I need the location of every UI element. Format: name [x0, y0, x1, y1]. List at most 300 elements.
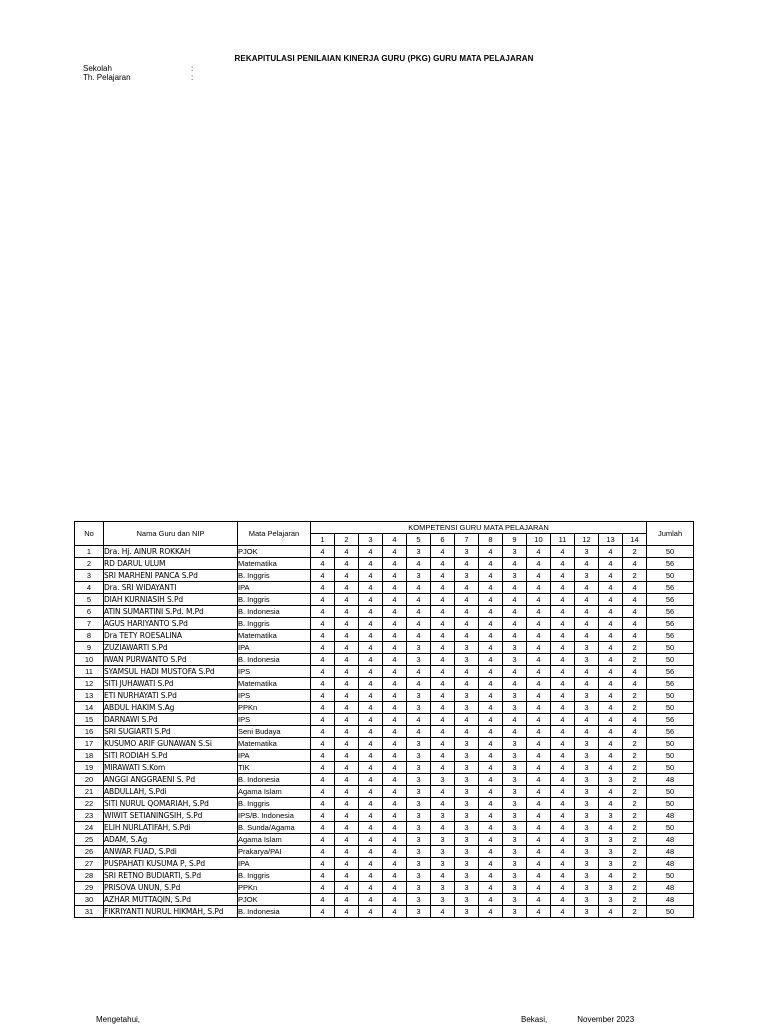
cell-nama: SITI RODIAH S.Pd — [104, 750, 238, 762]
cell-score: 3 — [503, 798, 527, 810]
cell-score: 4 — [599, 738, 623, 750]
cell-score: 2 — [623, 570, 647, 582]
cell-score: 3 — [599, 858, 623, 870]
cell-no: 16 — [75, 726, 104, 738]
cell-score: 4 — [599, 762, 623, 774]
cell-mapel: Matematika — [238, 630, 311, 642]
cell-no: 4 — [75, 582, 104, 594]
cell-score: 3 — [455, 798, 479, 810]
cell-score: 4 — [575, 558, 599, 570]
cell-score: 4 — [431, 582, 455, 594]
cell-score: 4 — [551, 558, 575, 570]
cell-score: 4 — [527, 774, 551, 786]
cell-score: 4 — [359, 858, 383, 870]
cell-score: 4 — [599, 630, 623, 642]
cell-score: 4 — [479, 618, 503, 630]
cell-score: 2 — [623, 690, 647, 702]
cell-score: 3 — [431, 894, 455, 906]
cell-score: 4 — [551, 594, 575, 606]
cell-score: 4 — [407, 558, 431, 570]
cell-score: 4 — [455, 582, 479, 594]
cell-score: 3 — [503, 786, 527, 798]
cell-no: 25 — [75, 834, 104, 846]
cell-score: 3 — [455, 702, 479, 714]
cell-score: 3 — [503, 738, 527, 750]
cell-jumlah: 50 — [647, 546, 694, 558]
cell-score: 4 — [359, 666, 383, 678]
table-row — [75, 714, 694, 726]
cell-score: 4 — [407, 582, 431, 594]
cell-no: 6 — [75, 606, 104, 618]
cell-score: 4 — [575, 582, 599, 594]
header-kompetensi: KOMPETENSI GURU MATA PELAJARAN — [311, 522, 647, 534]
cell-score: 4 — [383, 906, 407, 918]
cell-nama: ANWAR FUAD, S.Pdi — [104, 846, 238, 858]
cell-no: 1 — [75, 546, 104, 558]
cell-mapel: Matematika — [238, 738, 311, 750]
cell-jumlah: 50 — [647, 690, 694, 702]
cell-score: 4 — [527, 810, 551, 822]
cell-score: 4 — [431, 654, 455, 666]
cell-score: 3 — [431, 858, 455, 870]
meta-sekolah — [83, 64, 193, 73]
cell-score: 4 — [335, 594, 359, 606]
cell-score: 4 — [479, 714, 503, 726]
cell-score: 3 — [407, 762, 431, 774]
header-kompetensi-number: 5 — [407, 534, 431, 546]
cell-mapel: PJOK — [238, 546, 311, 558]
cell-score: 4 — [359, 750, 383, 762]
cell-score: 3 — [575, 690, 599, 702]
cell-score: 4 — [311, 570, 335, 582]
cell-score: 4 — [311, 594, 335, 606]
cell-score: 4 — [599, 594, 623, 606]
cell-score: 3 — [431, 834, 455, 846]
cell-mapel: Agama Islam — [238, 786, 311, 798]
cell-score: 4 — [599, 714, 623, 726]
cell-score: 4 — [527, 738, 551, 750]
cell-mapel: B. Indonesia — [238, 774, 311, 786]
cell-nama: PRISOVA UNUN, S.Pd — [104, 882, 238, 894]
cell-mapel: IPS — [238, 666, 311, 678]
cell-jumlah: 56 — [647, 714, 694, 726]
cell-score: 3 — [575, 642, 599, 654]
cell-score: 4 — [335, 558, 359, 570]
cell-score: 4 — [335, 618, 359, 630]
cell-score: 2 — [623, 810, 647, 822]
cell-nama: ANGGI ANGGRAENI S. Pd — [104, 774, 238, 786]
cell-score: 4 — [359, 618, 383, 630]
cell-score: 4 — [407, 666, 431, 678]
cell-score: 4 — [431, 714, 455, 726]
cell-score: 4 — [311, 630, 335, 642]
footer-date: November 2023 — [577, 1015, 635, 1024]
cell-score: 4 — [311, 894, 335, 906]
cell-score: 2 — [623, 738, 647, 750]
cell-score: 4 — [599, 570, 623, 582]
cell-score: 4 — [551, 810, 575, 822]
cell-no: 26 — [75, 846, 104, 858]
cell-score: 4 — [311, 870, 335, 882]
cell-no: 15 — [75, 714, 104, 726]
cell-score: 4 — [527, 618, 551, 630]
cell-score: 4 — [551, 618, 575, 630]
meta-sekolah-sep: : — [191, 64, 194, 73]
cell-mapel: Matematika — [238, 678, 311, 690]
cell-score: 4 — [311, 546, 335, 558]
cell-score: 4 — [311, 678, 335, 690]
table-row — [75, 786, 694, 798]
cell-score: 4 — [383, 738, 407, 750]
cell-score: 3 — [503, 750, 527, 762]
cell-score: 4 — [455, 678, 479, 690]
cell-mapel: B. Indonesia — [238, 654, 311, 666]
cell-score: 4 — [623, 714, 647, 726]
cell-score: 4 — [479, 630, 503, 642]
cell-no: 28 — [75, 870, 104, 882]
cell-nama: ATIN SUMARTINI S.Pd. M.Pd — [104, 606, 238, 618]
cell-score: 4 — [551, 606, 575, 618]
cell-nama: ABDUL HAKIM S.Ag — [104, 702, 238, 714]
cell-score: 4 — [359, 714, 383, 726]
cell-score: 3 — [503, 690, 527, 702]
table-row — [75, 774, 694, 786]
cell-score: 4 — [431, 594, 455, 606]
cell-score: 4 — [383, 750, 407, 762]
cell-score: 2 — [623, 762, 647, 774]
cell-score: 4 — [551, 546, 575, 558]
header-jumlah: Jumlah — [647, 522, 694, 546]
cell-score: 4 — [479, 858, 503, 870]
cell-score: 4 — [527, 726, 551, 738]
cell-score: 4 — [479, 894, 503, 906]
cell-mapel: B. Inggris — [238, 798, 311, 810]
cell-score: 3 — [575, 750, 599, 762]
cell-score: 3 — [503, 654, 527, 666]
cell-score: 3 — [599, 774, 623, 786]
cell-score: 4 — [359, 630, 383, 642]
cell-score: 4 — [407, 678, 431, 690]
cell-score: 2 — [623, 546, 647, 558]
footer-city: Bekasi, — [521, 1015, 548, 1024]
cell-score: 4 — [623, 606, 647, 618]
cell-score: 4 — [431, 750, 455, 762]
cell-score: 4 — [599, 798, 623, 810]
table-row — [75, 762, 694, 774]
cell-score: 4 — [383, 846, 407, 858]
cell-score: 3 — [599, 834, 623, 846]
cell-score: 4 — [599, 558, 623, 570]
cell-score: 4 — [311, 654, 335, 666]
cell-score: 4 — [551, 894, 575, 906]
cell-score: 3 — [503, 810, 527, 822]
cell-score: 3 — [407, 738, 431, 750]
cell-score: 4 — [383, 690, 407, 702]
cell-score: 4 — [359, 558, 383, 570]
cell-score: 4 — [527, 630, 551, 642]
cell-no: 31 — [75, 906, 104, 918]
table-row — [75, 702, 694, 714]
cell-score: 4 — [527, 714, 551, 726]
cell-no: 21 — [75, 786, 104, 798]
cell-score: 4 — [335, 846, 359, 858]
cell-score: 4 — [359, 798, 383, 810]
cell-score: 4 — [359, 678, 383, 690]
cell-score: 3 — [455, 570, 479, 582]
cell-score: 4 — [335, 570, 359, 582]
cell-score: 4 — [335, 882, 359, 894]
cell-score: 4 — [575, 594, 599, 606]
cell-score: 4 — [551, 906, 575, 918]
cell-nama: AZHAR MUTTAQIN, S.Pd — [104, 894, 238, 906]
cell-score: 4 — [335, 750, 359, 762]
cell-score: 4 — [551, 774, 575, 786]
cell-score: 4 — [527, 846, 551, 858]
cell-score: 4 — [383, 786, 407, 798]
cell-score: 4 — [527, 582, 551, 594]
cell-score: 3 — [455, 822, 479, 834]
table-row — [75, 690, 694, 702]
cell-score: 3 — [503, 870, 527, 882]
header-kompetensi-number: 10 — [527, 534, 551, 546]
cell-score: 4 — [335, 678, 359, 690]
cell-score: 3 — [575, 786, 599, 798]
cell-score: 3 — [455, 546, 479, 558]
cell-mapel: IPS — [238, 714, 311, 726]
cell-score: 4 — [335, 894, 359, 906]
cell-score: 4 — [527, 606, 551, 618]
cell-no: 29 — [75, 882, 104, 894]
cell-jumlah: 48 — [647, 810, 694, 822]
cell-score: 4 — [623, 726, 647, 738]
cell-jumlah: 50 — [647, 798, 694, 810]
meta-tahun-label: Th. Pelajaran — [83, 73, 131, 82]
table-row — [75, 618, 694, 630]
cell-score: 2 — [623, 654, 647, 666]
cell-score: 4 — [479, 774, 503, 786]
cell-score: 3 — [575, 894, 599, 906]
cell-jumlah: 50 — [647, 822, 694, 834]
cell-score: 4 — [335, 738, 359, 750]
meta-tahun-sep: : — [191, 73, 194, 82]
cell-no: 19 — [75, 762, 104, 774]
cell-score: 4 — [383, 630, 407, 642]
cell-score: 4 — [359, 786, 383, 798]
header-kompetensi-number: 9 — [503, 534, 527, 546]
cell-score: 4 — [503, 618, 527, 630]
cell-score: 3 — [431, 846, 455, 858]
cell-score: 4 — [383, 618, 407, 630]
cell-score: 3 — [407, 798, 431, 810]
cell-score: 4 — [479, 690, 503, 702]
cell-no: 13 — [75, 690, 104, 702]
cell-nama: RD DARUL ULUM — [104, 558, 238, 570]
cell-score: 2 — [623, 822, 647, 834]
cell-score: 4 — [479, 594, 503, 606]
cell-score: 4 — [335, 654, 359, 666]
cell-score: 2 — [623, 834, 647, 846]
cell-mapel: IPA — [238, 642, 311, 654]
cell-score: 4 — [599, 726, 623, 738]
cell-mapel: IPA — [238, 858, 311, 870]
cell-score: 3 — [407, 870, 431, 882]
cell-score: 4 — [527, 678, 551, 690]
cell-score: 4 — [359, 882, 383, 894]
cell-score: 4 — [359, 774, 383, 786]
cell-score: 4 — [335, 582, 359, 594]
cell-score: 3 — [455, 774, 479, 786]
cell-score: 2 — [623, 750, 647, 762]
cell-score: 4 — [479, 654, 503, 666]
footer-mengetahui: Mengetahui, — [96, 1015, 141, 1024]
meta-sekolah-label: Sekolah — [83, 64, 112, 73]
rekap-table — [74, 521, 694, 918]
table-row — [75, 906, 694, 918]
cell-score: 3 — [575, 654, 599, 666]
cell-no: 8 — [75, 630, 104, 642]
cell-mapel: PPKn — [238, 882, 311, 894]
cell-no: 30 — [75, 894, 104, 906]
cell-score: 4 — [359, 870, 383, 882]
cell-score: 2 — [623, 702, 647, 714]
cell-score: 4 — [359, 606, 383, 618]
cell-score: 4 — [383, 822, 407, 834]
cell-score: 3 — [575, 870, 599, 882]
footer-place-date — [521, 1015, 634, 1024]
cell-no: 18 — [75, 750, 104, 762]
cell-score: 4 — [311, 798, 335, 810]
cell-score: 4 — [359, 894, 383, 906]
cell-nama: DARNAWI S.Pd — [104, 714, 238, 726]
table-row — [75, 606, 694, 618]
cell-score: 3 — [407, 642, 431, 654]
cell-score: 2 — [623, 882, 647, 894]
cell-score: 4 — [527, 642, 551, 654]
cell-score: 4 — [335, 906, 359, 918]
cell-score: 4 — [383, 606, 407, 618]
cell-mapel: B. Inggris — [238, 570, 311, 582]
cell-score: 3 — [599, 894, 623, 906]
cell-jumlah: 56 — [647, 606, 694, 618]
cell-score: 3 — [503, 834, 527, 846]
cell-score: 4 — [383, 810, 407, 822]
cell-nama: SRI RETNO BUDIARTI, S.Pd — [104, 870, 238, 882]
cell-score: 4 — [383, 654, 407, 666]
cell-score: 3 — [407, 750, 431, 762]
cell-score: 4 — [311, 582, 335, 594]
cell-score: 4 — [623, 558, 647, 570]
cell-score: 4 — [335, 834, 359, 846]
cell-score: 3 — [575, 762, 599, 774]
cell-score: 4 — [551, 750, 575, 762]
table-row — [75, 594, 694, 606]
cell-score: 4 — [479, 582, 503, 594]
cell-jumlah: 50 — [647, 786, 694, 798]
cell-score: 4 — [527, 834, 551, 846]
cell-score: 4 — [311, 702, 335, 714]
cell-score: 4 — [455, 630, 479, 642]
cell-score: 3 — [503, 642, 527, 654]
cell-score: 3 — [431, 774, 455, 786]
cell-score: 4 — [311, 786, 335, 798]
header-kompetensi-number: 7 — [455, 534, 479, 546]
cell-score: 4 — [479, 762, 503, 774]
cell-mapel: IPA — [238, 582, 311, 594]
cell-score: 4 — [479, 846, 503, 858]
table-row — [75, 558, 694, 570]
cell-score: 3 — [455, 750, 479, 762]
cell-score: 4 — [431, 618, 455, 630]
cell-score: 4 — [335, 702, 359, 714]
cell-jumlah: 50 — [647, 738, 694, 750]
table-row — [75, 846, 694, 858]
cell-score: 2 — [623, 774, 647, 786]
cell-nama: SRI SUGIARTI S.Pd — [104, 726, 238, 738]
cell-score: 2 — [623, 870, 647, 882]
table-row — [75, 726, 694, 738]
cell-score: 3 — [455, 810, 479, 822]
table-row — [75, 654, 694, 666]
cell-mapel: IPS/B. Indonesia — [238, 810, 311, 822]
cell-score: 4 — [383, 702, 407, 714]
cell-score: 3 — [407, 810, 431, 822]
cell-no: 11 — [75, 666, 104, 678]
cell-score: 3 — [599, 810, 623, 822]
cell-score: 4 — [527, 882, 551, 894]
cell-score: 4 — [527, 822, 551, 834]
cell-score: 4 — [383, 678, 407, 690]
cell-score: 3 — [455, 786, 479, 798]
cell-score: 4 — [311, 714, 335, 726]
cell-score: 4 — [479, 570, 503, 582]
cell-score: 4 — [575, 618, 599, 630]
cell-score: 4 — [623, 666, 647, 678]
table-row — [75, 582, 694, 594]
cell-score: 4 — [359, 726, 383, 738]
cell-no: 5 — [75, 594, 104, 606]
cell-score: 4 — [311, 810, 335, 822]
cell-jumlah: 56 — [647, 618, 694, 630]
cell-score: 3 — [407, 570, 431, 582]
cell-score: 3 — [575, 822, 599, 834]
cell-score: 4 — [311, 858, 335, 870]
cell-score: 4 — [311, 690, 335, 702]
cell-score: 3 — [455, 690, 479, 702]
cell-no: 14 — [75, 702, 104, 714]
cell-score: 4 — [527, 546, 551, 558]
cell-score: 4 — [551, 678, 575, 690]
cell-score: 4 — [311, 618, 335, 630]
cell-score: 3 — [575, 570, 599, 582]
cell-no: 27 — [75, 858, 104, 870]
table-row — [75, 678, 694, 690]
cell-score: 3 — [431, 810, 455, 822]
header-kompetensi-number: 2 — [335, 534, 359, 546]
cell-score: 4 — [527, 798, 551, 810]
cell-score: 3 — [575, 858, 599, 870]
cell-score: 3 — [407, 786, 431, 798]
cell-score: 4 — [383, 762, 407, 774]
cell-score: 4 — [479, 822, 503, 834]
cell-score: 4 — [503, 594, 527, 606]
cell-mapel: B. Indonesia — [238, 606, 311, 618]
cell-score: 4 — [479, 738, 503, 750]
cell-score: 4 — [503, 678, 527, 690]
cell-score: 4 — [623, 582, 647, 594]
cell-score: 4 — [551, 702, 575, 714]
cell-score: 4 — [407, 630, 431, 642]
meta-tahun-pelajaran — [83, 73, 193, 82]
